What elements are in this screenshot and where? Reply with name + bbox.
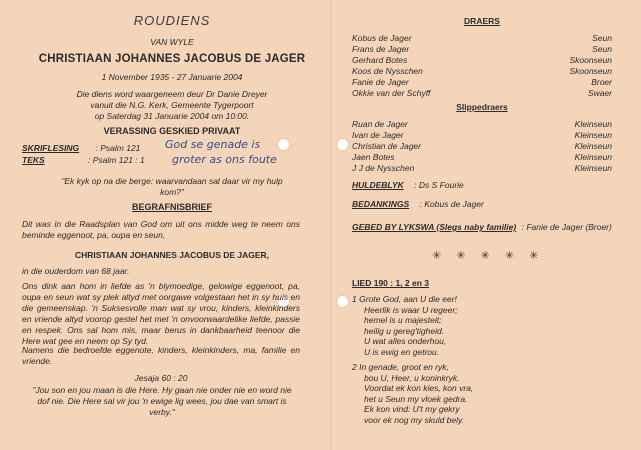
van-wyle: VAN WYLE <box>150 37 194 47</box>
family-paragraph: Namens die bedroefde eggenote, kinders, kleinkinders, ma, familie en vriende. <box>22 345 300 366</box>
service-line: vanuit die N.G. Kerk, Gemeente Tygerpoort <box>90 100 254 110</box>
list-item <box>352 163 612 174</box>
handwritten-note-line-2: groter as ons foute <box>172 153 277 166</box>
list-item <box>352 141 612 152</box>
skriflesing-value: : Psalm 121 <box>95 143 141 153</box>
life-dates: 1 November 1935 - 27 Januarie 2004 <box>101 72 243 82</box>
bearer-name: Kobus de Jager <box>352 33 412 43</box>
gebed-row <box>352 222 632 232</box>
skriflesing-label: SKRIFLESING <box>22 143 80 153</box>
hymn-line: Ek kon vind: U't my gekry <box>364 404 460 414</box>
handwritten-note-line-1: God se genade is <box>165 138 261 151</box>
bearer-name: Frans de Jager <box>352 44 410 54</box>
bearer-name: Fanie de Jager <box>352 77 409 87</box>
scripture-reference: Jesaja 60 : 20 <box>134 373 188 383</box>
intro-paragraph: Dit was in die Raadsplan van God om uit ons midde weg te neem ons beminde eggenoot, pa, oupa en seun, <box>22 219 300 240</box>
pall-bearer-relation: Kleinseun <box>574 163 612 173</box>
hymn-line: het u Seun my vloek gedra. <box>364 393 468 404</box>
list-item <box>352 130 612 141</box>
bearer-name: Gerhard Botes <box>352 55 408 65</box>
hymn-line: Heerlik is waar U regeer; <box>364 304 458 315</box>
list-item <box>352 88 612 99</box>
gebed-value: : Fanie de Jager (Broer) <box>521 222 612 232</box>
pall-bearer-name: Christian de Jager <box>352 141 421 151</box>
gebed-label: GEBED BY LYKSWA (Slegs naby familie) <box>352 222 517 232</box>
bedankings-row <box>352 199 484 209</box>
list-item <box>352 33 612 44</box>
deceased-name: CHRISTIAAN JOHANNES JACOBUS DE JAGER <box>38 53 306 65</box>
page-fold <box>330 0 331 450</box>
bearer-name: Okkie van der Schyff <box>352 88 431 98</box>
pall-bearer-name: Jaen Botes <box>352 152 395 162</box>
teks-label: TEKS <box>22 155 45 165</box>
slippedraers-heading: Slippedraers <box>456 102 508 112</box>
bearer-relation: Broer <box>591 77 612 87</box>
page-title: ROUDIENS <box>133 13 211 28</box>
hymn-line: U wat alles onderhou, <box>364 336 447 346</box>
pall-bearer-name: Ruan de Jager <box>352 119 408 129</box>
lied-heading: LIED 190 : 1, 2 en 3 <box>352 278 430 288</box>
hymn-line: Voordat ek kon kies, kon vra, <box>364 383 474 393</box>
lied-heading-row <box>352 278 429 288</box>
service-line: op Saterdag 31 Januarie 2004 om 10:00. <box>94 111 250 121</box>
huldeblyk-label: HULDEBLYK <box>352 180 404 190</box>
skriflesing-row <box>22 143 140 153</box>
slippedraers-list <box>352 119 612 174</box>
bedankings-value: : Kobus de Jager <box>419 199 484 209</box>
age-line: in die ouderdom van 68 jaar. <box>22 266 130 276</box>
hymn-line: voor ek nog my skuld bely. <box>364 414 464 425</box>
teks-value: : Psalm 121 : 1 <box>88 155 145 165</box>
punch-hole <box>337 296 348 307</box>
list-item <box>352 44 612 55</box>
hymn-line: 2 In genade, groot en ryk, <box>352 362 449 372</box>
draers-list <box>352 33 612 99</box>
bearer-relation: Swaer <box>587 88 612 98</box>
verassing-heading: VERASSING GESKIED PRIVAAT <box>103 126 241 136</box>
hymn-verse-1 <box>352 294 458 357</box>
list-item <box>352 119 612 130</box>
pall-bearer-relation: Kleinseun <box>574 119 612 129</box>
pall-bearer-name: Ivan de Jager <box>352 130 404 140</box>
star-divider: ✳ ✳ ✳ ✳ ✳ <box>432 250 545 262</box>
list-item <box>352 152 612 163</box>
pall-bearer-relation: Kleinseun <box>574 130 612 140</box>
huldeblyk-value: : Ds S Fourie <box>414 180 464 190</box>
bearer-relation: Seun <box>592 44 612 54</box>
hymn-line: U is ewig en getrou. <box>364 346 440 357</box>
huldeblyk-row <box>352 180 464 190</box>
hymn-verse-2 <box>352 362 473 425</box>
list-item <box>352 77 612 88</box>
punch-hole <box>337 139 348 150</box>
list-item <box>352 66 612 77</box>
bearer-relation: Seun <box>592 33 612 43</box>
draers-heading: DRAERS <box>464 16 500 26</box>
psalm-quote: "Ek kyk op na die berge: waarvandaan sal daar vir my hulp kom?" <box>61 176 283 197</box>
bedankings-label: BEDANKINGS <box>352 199 410 209</box>
pall-bearer-relation: Kleinseun <box>574 141 612 151</box>
pall-bearer-name: J J de Nysschen <box>352 163 415 173</box>
bearer-name: Koos de Nysschen <box>352 66 423 76</box>
hymn-line: 1 Grote God, aan U die eer! <box>352 294 457 304</box>
begrafnisbrief-heading: BEGRAFNISBRIEF <box>131 202 212 212</box>
tribute-paragraph: Ons dink aan hom in liefde as 'n blymoedige, gelowige eggenoot, pa, oupa en seun wat sy plek altyd met oorgawe volgestaan het in sy huis en die gemeenskap. 'n Suksesvolle man wat sy vrou, kinders, kleinkinders en vriende altyd voorop gestel het met 'n onvoorwaardelike liefde, passie en respek. Ons sal hom mis, maar berus in dankbaarheid teenoor die Here wat gee en neem op Sy tyd. <box>22 281 300 346</box>
bearer-relation: Skoonseun <box>569 66 612 76</box>
pall-bearer-relation: Kleinseun <box>574 152 612 162</box>
punch-hole <box>278 139 289 150</box>
hymn-line: heilig u gereg'tigheid. <box>364 325 445 336</box>
service-details <box>22 89 322 122</box>
hymn-line: hemel is u majesteit; <box>364 315 442 325</box>
hymn-line: bou U, Heer, u koninkryk. <box>364 372 460 383</box>
list-item <box>352 55 612 66</box>
service-line: Die diens word waargeneem deur Dr Danie Dreyer <box>76 89 268 99</box>
teks-row <box>22 155 145 165</box>
bearer-relation: Skoonseun <box>569 55 612 65</box>
deceased-name-bold: CHRISTIAAN JOHANNES JACOBUS DE JAGER, <box>74 250 270 260</box>
jesaja-quote: "Jou son en jou maan is die Here. Hy gaan nie onder nie en word nie dof nie. Die Here sal vir jou 'n ewige lig wees, jou dae van smart is verby." <box>32 385 292 417</box>
